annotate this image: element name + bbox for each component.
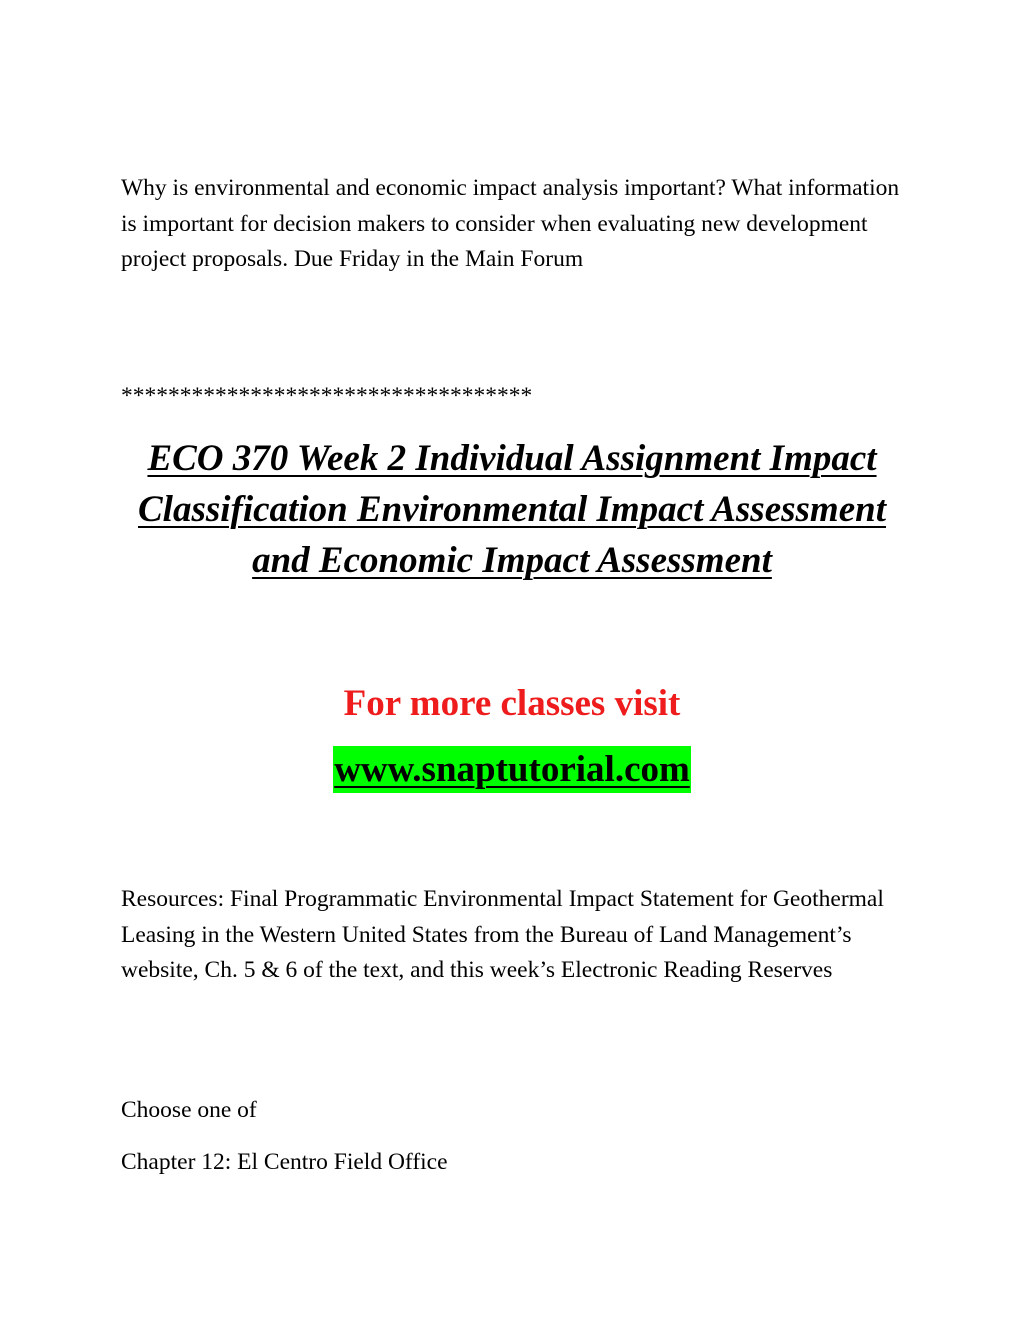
promo-text: For more classes visit xyxy=(343,683,681,724)
asterisk-divider: *********************************** xyxy=(121,383,533,409)
chapter-text: Chapter 12: El Centro Field Office xyxy=(121,1149,448,1175)
assignment-title: ECO 370 Week 2 Individual Assignment Impact Classification Environmental Impact Assessment and Economic Impact Assessment xyxy=(138,438,886,581)
choose-text: Choose one of xyxy=(121,1097,257,1123)
website-link[interactable]: www.snaptutorial.com xyxy=(333,746,691,793)
intro-paragraph: Why is environmental and economic impact analysis important? What information is important for decision makers to consider when evaluating new development project proposals. Due Friday in the Main Forum xyxy=(121,175,900,272)
resources-paragraph: Resources: Final Programmatic Environmental Impact Statement for Geothermal Leasing in the Western United States from the Bureau of Land Management’s website, Ch. 5 & 6 of the text, and this week’s Electronic Reading Reserves xyxy=(121,886,884,983)
link-container xyxy=(112,746,912,793)
